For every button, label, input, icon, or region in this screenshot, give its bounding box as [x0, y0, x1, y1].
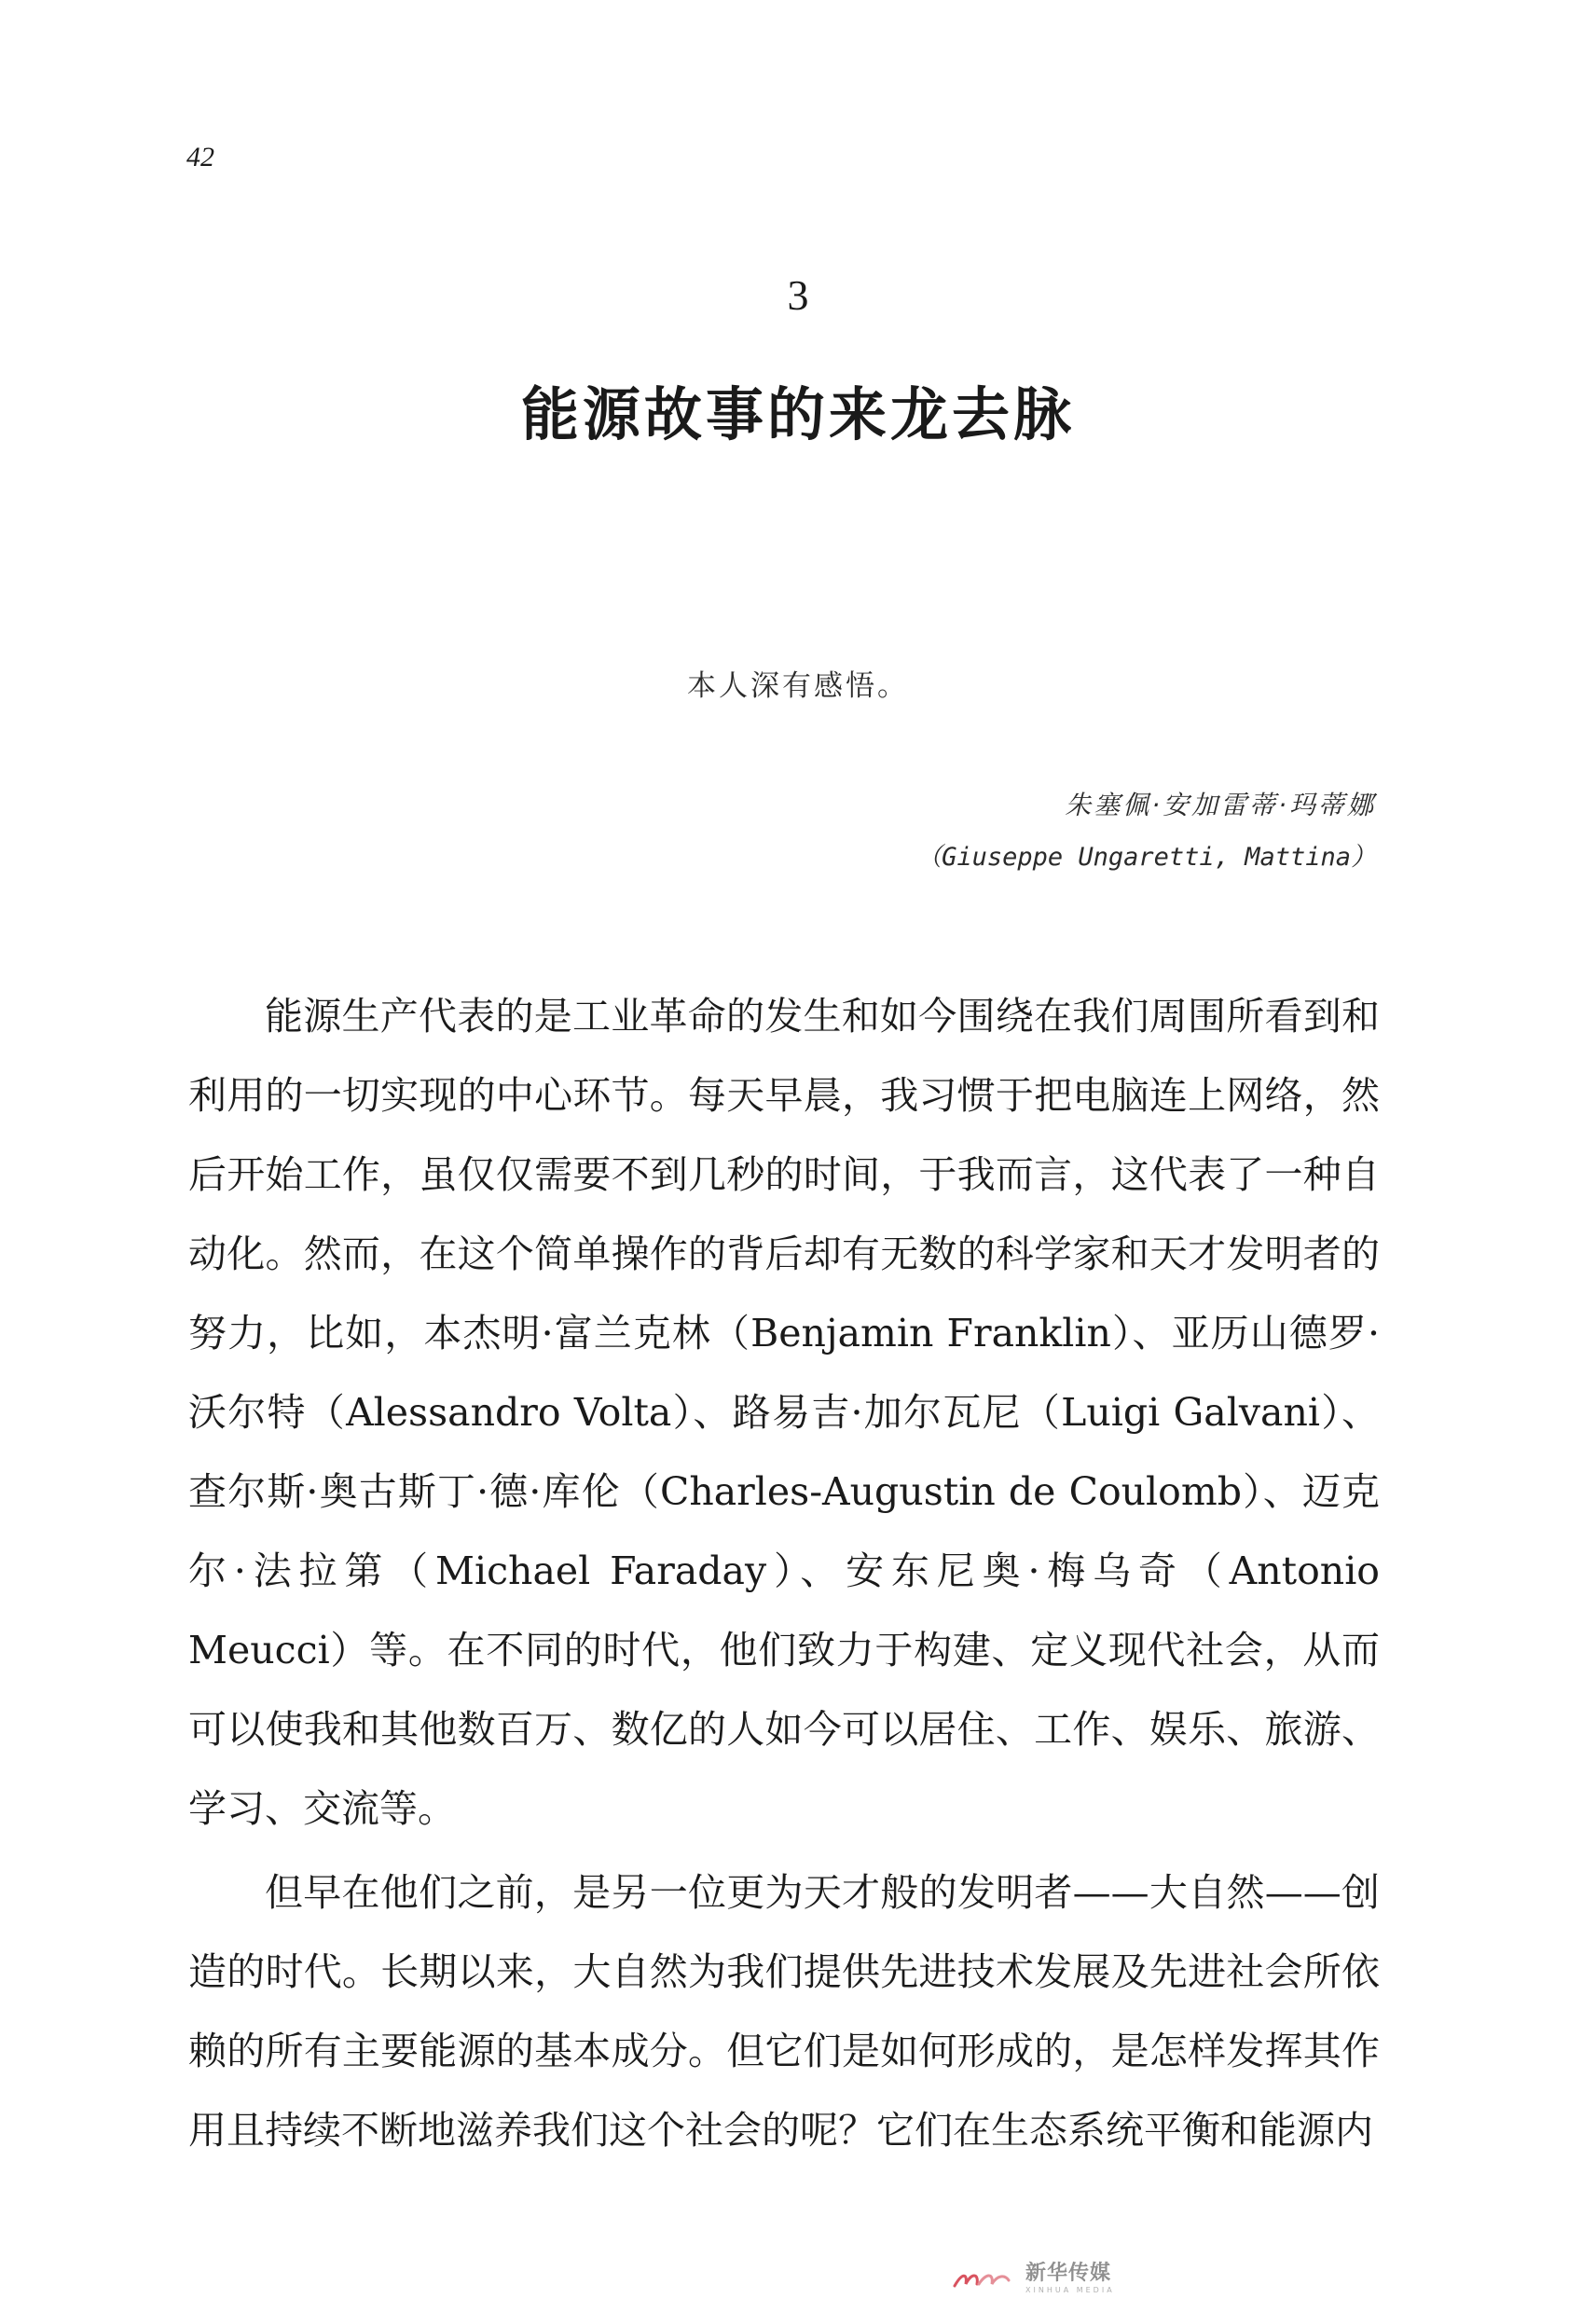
mark-stroke-2: [979, 2276, 1009, 2284]
paragraph: 能源生产代表的是工业革命的发生和如今围绕在我们周围所看到和利用的一切实现的中心环节。每天早晨，我习惯于把电脑连上网络，然后开始工作，虽仅仅需要不到几秒的时间，于我而言，这代表了一种自动化。然而，在这个简单操作的背后却有无数的科学家和天才发明者的努力，比如，本杰明·富兰克林（Benjamin Franklin）、亚历山德罗·沃尔特（Alessandro Volta）、路易吉·加尔瓦尼（Luigi Galvani）、查尔斯·奥古斯丁·德·库伦（Charles-Augustin de Coulomb）、迈克尔·法拉第（Michael Faraday）、安东尼奥·梅乌奇（Antonio Meucci）等。在不同的时代，他们致力于构建、定义现代社会，从而可以使我和其他数百万、数亿的人如今可以居住、工作、娱乐、旅游、学习、交流等。: [188, 994, 1380, 1831]
paragraph: 但早在他们之前，是另一位更为天才般的发明者——大自然——创造的时代。长期以来，大自然为我们提供先进技术发展及先进社会所依赖的所有主要能源的基本成分。但它们是如何形成的，是怎样发挥其作用且持续不断地滋养我们这个社会的呢？它们在生态系统平衡和能源内: [188, 1870, 1380, 2153]
attribution-author-cn: 朱塞佩·安加雷蒂·玛蒂娜: [1065, 790, 1376, 820]
publisher-logo-text: [1025, 2264, 1115, 2294]
chapter-title: 能源故事的来龙去脉: [520, 380, 1075, 448]
attribution-author-en: （Giuseppe Ungaretti, Mattina）: [916, 843, 1376, 872]
publisher-logo: [951, 2264, 1115, 2294]
epigraph-quote: 本人深有感悟。: [687, 669, 909, 703]
publisher-name-cn: 新华传媒: [1025, 2262, 1112, 2285]
body-text: [188, 977, 1380, 2175]
chapter-number: 3: [787, 271, 809, 319]
page-number: 42: [186, 142, 214, 172]
epigraph-attribution: [916, 779, 1376, 884]
publisher-mark-icon: [951, 2267, 1016, 2291]
mark-stroke-1: [955, 2276, 977, 2286]
publisher-name-en: XINHUA MEDIA: [1025, 2286, 1115, 2294]
